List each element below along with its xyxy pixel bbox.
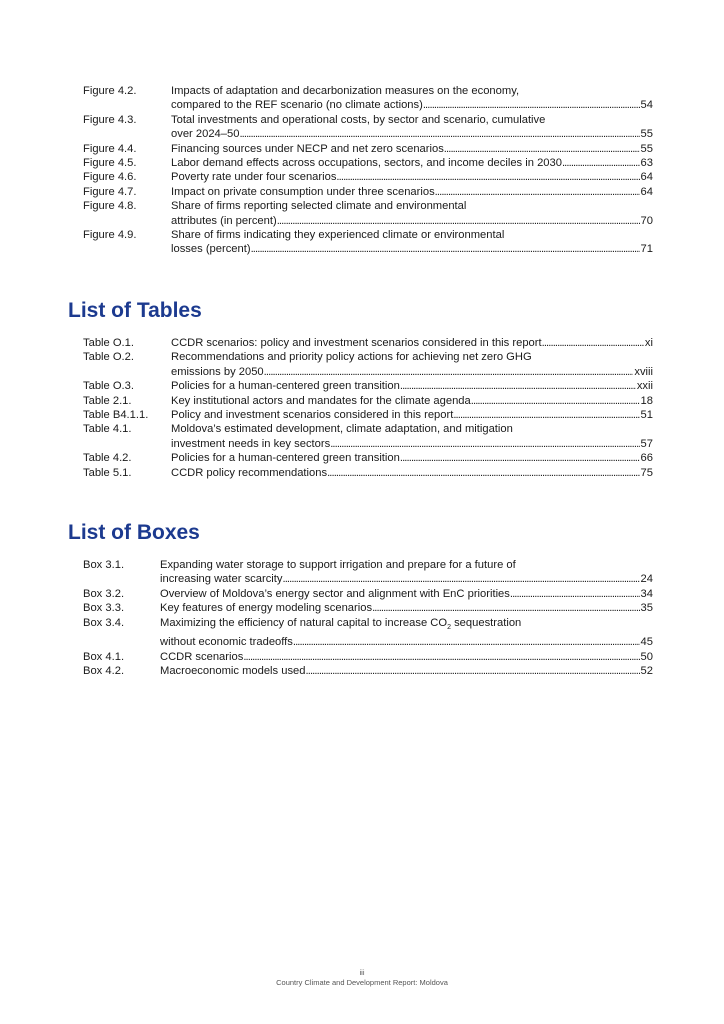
toc-entry-box[interactable] <box>83 650 653 664</box>
entry-title-line: Share of firms reporting selected climate and environmental <box>171 200 467 213</box>
page-number: 57 <box>640 437 653 450</box>
page-number: 54 <box>640 99 653 112</box>
toc-entry-figure[interactable] <box>83 156 653 170</box>
leader-dots <box>435 185 640 199</box>
page-number: 64 <box>640 171 653 184</box>
footer-report-title: Country Climate and Development Report: Moldova <box>276 978 448 987</box>
entry-label: Box 3.1. <box>83 559 125 571</box>
entry-title: Key institutional actors and mandates for the climate agenda <box>171 394 471 407</box>
entry-label: Table O.1. <box>83 337 134 349</box>
entry-title-line: Impacts of adaptation and decarbonization measures on the economy, <box>171 85 520 97</box>
leader-dots <box>243 650 639 664</box>
entry-title: Key features of energy modeling scenarios <box>160 602 373 615</box>
page-number: 75 <box>640 466 653 479</box>
entry-label: Box 4.1. <box>83 650 125 663</box>
page-number: xviii <box>634 365 653 378</box>
toc-entry-table[interactable] <box>83 408 653 422</box>
entry-label: Box 3.3. <box>83 602 125 615</box>
entry-title: Policies for a human-centered green transition <box>171 452 400 465</box>
toc-entry-table[interactable] <box>83 350 653 379</box>
page-number: 63 <box>640 157 653 170</box>
page-number: 66 <box>640 452 653 465</box>
entry-title-line: Expanding water storage to support irrigation and prepare for a future of <box>160 559 516 571</box>
leader-dots <box>444 142 640 156</box>
entry-label: Box 4.2. <box>83 665 125 678</box>
toc-entry-table[interactable] <box>83 394 653 408</box>
entry-label: Figure 4.9. <box>83 229 137 242</box>
entry-label: Table 2.1. <box>83 394 132 407</box>
entry-label: Box 3.4. <box>83 616 125 629</box>
page-number: 64 <box>640 185 653 198</box>
page-footer <box>0 968 724 988</box>
entry-title-line: Share of firms indicating they experienced climate or environmental <box>171 229 505 242</box>
leader-dots <box>423 98 640 112</box>
entry-title-post: sequestration <box>450 616 522 629</box>
entry-title: Policy and investment scenarios considered in this report <box>171 409 454 422</box>
entry-label: Table 4.1. <box>83 423 132 436</box>
entry-title-pre: Maximizing the efficiency of natural capital to increase CO <box>160 616 448 629</box>
leader-dots <box>251 242 640 256</box>
leader-dots <box>471 394 640 408</box>
leader-dots <box>453 408 639 422</box>
toc-entry-figure[interactable] <box>83 185 653 199</box>
entry-label: Figure 4.7. <box>83 185 137 198</box>
page-number: 55 <box>640 142 653 155</box>
leader-dots <box>336 170 639 184</box>
leader-dots <box>239 127 639 141</box>
leader-dots <box>372 601 639 615</box>
toc-entry-figure[interactable] <box>83 113 653 142</box>
entry-label: Box 3.2. <box>83 587 125 600</box>
entry-title-line: Moldova’s estimated development, climate adaptation, and mitigation <box>171 423 513 436</box>
leader-dots <box>562 156 640 170</box>
entry-label: Figure 4.8. <box>83 200 137 213</box>
entry-title: losses (percent) <box>171 243 251 256</box>
entry-title: Policies for a human-centered green transition <box>171 380 400 393</box>
entry-title: Financing sources under NECP and net zero scenarios <box>171 142 444 155</box>
entry-title: CCDR scenarios: policy and investment scenarios considered in this report <box>171 337 542 349</box>
toc-entry-figure[interactable] <box>83 199 653 228</box>
page-number: 18 <box>640 394 653 407</box>
entry-title-line <box>160 616 653 636</box>
entry-label: Figure 4.6. <box>83 171 137 184</box>
page-number: 34 <box>640 587 653 600</box>
leader-dots <box>306 664 640 678</box>
leader-dots <box>264 365 634 379</box>
entry-title: investment needs in key sectors <box>171 437 331 450</box>
entry-title: CCDR scenarios <box>160 650 244 663</box>
entry-title: over 2024–50 <box>171 128 240 141</box>
entry-label: Figure 4.4. <box>83 142 137 155</box>
entry-label: Figure 4.3. <box>83 113 137 126</box>
page-number: 45 <box>640 636 653 649</box>
entry-title: attributes (in percent) <box>171 214 277 227</box>
co2-subscript: 2 <box>447 623 451 631</box>
leader-dots <box>327 466 639 480</box>
list-of-boxes <box>83 558 653 678</box>
toc-entry-figure[interactable] <box>83 170 653 184</box>
entry-title: Overview of Moldova’s energy sector and alignment with EnC priorities <box>160 587 510 600</box>
toc-entry-figure[interactable] <box>83 228 653 257</box>
toc-entry-figure[interactable] <box>83 84 653 113</box>
page-number: xi <box>644 337 653 349</box>
list-of-tables <box>83 336 653 480</box>
page-number: 24 <box>640 573 653 586</box>
leader-dots <box>330 437 639 451</box>
entry-label: Table B4.1.1. <box>83 409 149 422</box>
list-of-figures <box>83 84 653 257</box>
list-of-tables-heading: List of Tables <box>68 299 202 322</box>
entry-label: Table 4.2. <box>83 452 132 465</box>
entry-label: Table 5.1. <box>83 466 132 479</box>
toc-entry-box[interactable] <box>83 664 653 678</box>
entry-title: Macroeconomic models used <box>160 665 306 678</box>
entry-title: Poverty rate under four scenarios <box>171 171 337 184</box>
footer-page-number: iii <box>359 968 365 977</box>
toc-entry-box[interactable] <box>83 558 653 587</box>
page-number: 51 <box>640 409 653 422</box>
toc-entry-box[interactable] <box>83 587 653 601</box>
page-number: xxii <box>636 380 653 393</box>
toc-entry-box[interactable] <box>83 616 653 650</box>
leader-dots <box>510 587 640 601</box>
page-number: 52 <box>640 665 653 678</box>
leader-dots <box>400 451 640 465</box>
page-number: 50 <box>640 650 653 663</box>
entry-title: emissions by 2050 <box>171 365 264 378</box>
toc-entry-table[interactable] <box>83 336 653 350</box>
entry-label: Figure 4.5. <box>83 157 137 170</box>
toc-entry-table[interactable] <box>83 466 653 480</box>
entry-title: Labor demand effects across occupations, sectors, and income deciles in 2030 <box>171 157 562 170</box>
entry-label: Table O.3. <box>83 380 134 393</box>
leader-dots <box>277 214 640 228</box>
entry-title: increasing water scarcity <box>160 573 283 586</box>
page-number: 55 <box>640 128 653 141</box>
entry-title: Impact on private consumption under three scenarios <box>171 185 435 198</box>
toc-entry-box[interactable] <box>83 601 653 615</box>
toc-entry-table[interactable] <box>83 451 653 465</box>
entry-label: Figure 4.2. <box>83 85 137 97</box>
page-number: 70 <box>640 214 653 227</box>
entry-title: CCDR policy recommendations <box>171 466 328 479</box>
page-number: 71 <box>640 243 653 256</box>
toc-entry-table[interactable] <box>83 379 653 393</box>
toc-entry-figure[interactable] <box>83 142 653 156</box>
leader-dots <box>400 379 636 393</box>
list-of-boxes-heading: List of Boxes <box>68 521 200 544</box>
entry-title: without economic tradeoffs <box>160 636 293 649</box>
entry-title-line: Total investments and operational costs, by sector and scenario, cumulative <box>171 113 546 126</box>
entry-title-line: Recommendations and priority policy actions for achieving net zero GHG <box>171 351 532 364</box>
page-number: 35 <box>640 602 653 615</box>
toc-entry-table[interactable] <box>83 422 653 451</box>
entry-title: compared to the REF scenario (no climate actions) <box>171 99 423 112</box>
leader-dots <box>542 336 644 350</box>
entry-label: Table O.2. <box>83 351 134 364</box>
leader-dots <box>282 572 639 586</box>
leader-dots <box>293 635 640 649</box>
